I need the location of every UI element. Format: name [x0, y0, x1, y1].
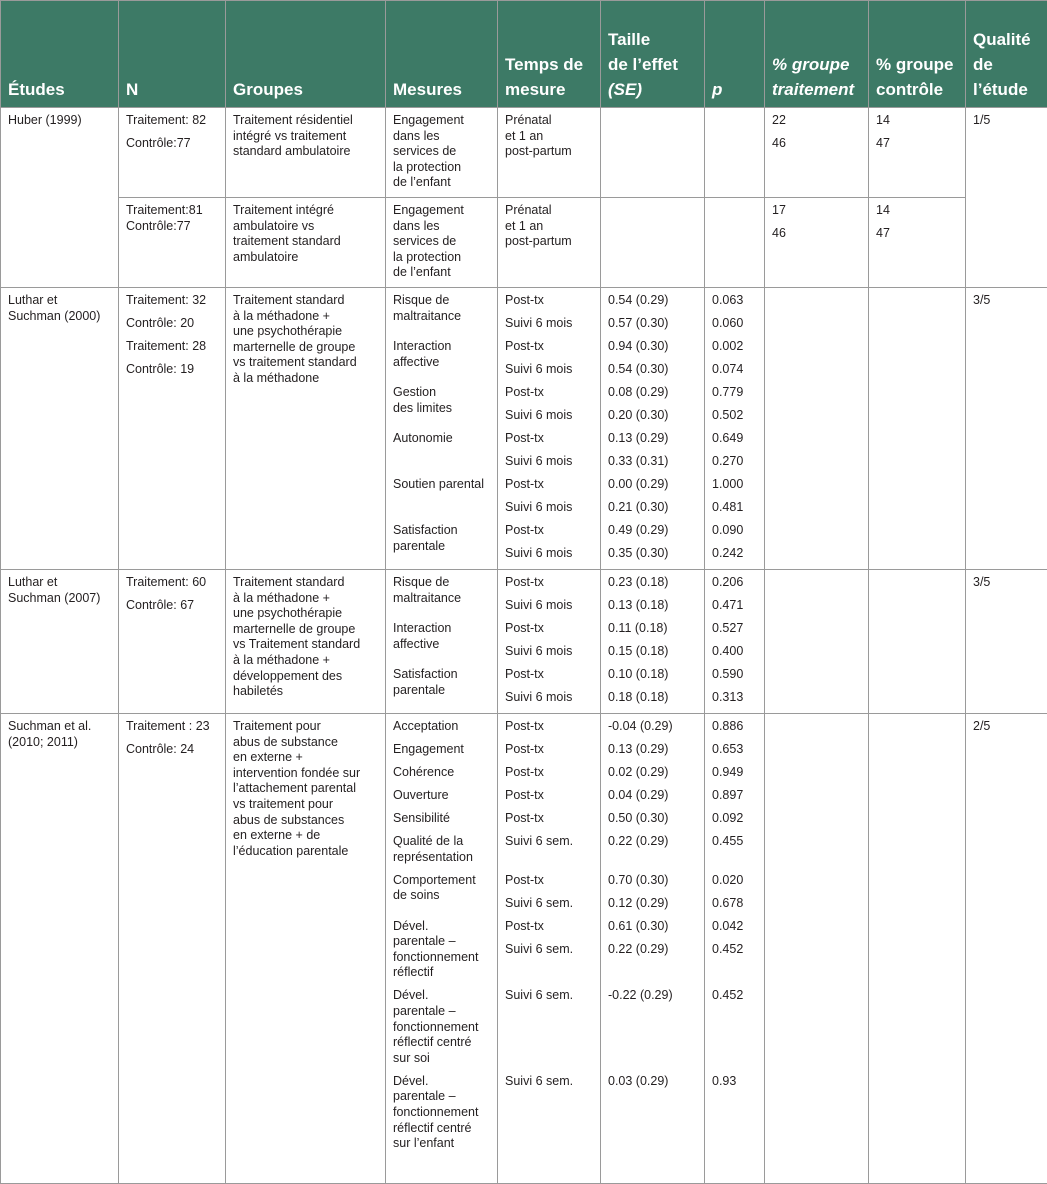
taille-value: 0.20 (0.30) — [608, 408, 698, 431]
header-taille: Taille de l’effet (SE) — [601, 1, 705, 108]
study-name: Luthar et — [8, 293, 114, 309]
taille-value: 0.49 (0.29) — [608, 523, 698, 546]
mesure-group — [393, 523, 491, 569]
mesures-cell — [386, 570, 498, 714]
p-value: 0.471 — [712, 598, 758, 621]
mesure-label: Satisfaction — [393, 523, 491, 539]
groupes-text: marternelle de groupe — [233, 622, 379, 638]
mesure-group — [393, 621, 491, 667]
n-value: Contrôle: 20 — [126, 316, 219, 332]
groupes-text: marternelle de groupe — [233, 340, 379, 356]
mesures-cell — [386, 288, 498, 570]
p-value: 0.527 — [712, 621, 758, 644]
n-cell — [119, 714, 226, 1184]
p-cell — [705, 570, 765, 714]
taille-value: 0.11 (0.18) — [608, 621, 698, 644]
taille-value: 0.22 (0.29) — [608, 834, 698, 873]
p-value: 0.400 — [712, 644, 758, 667]
mesures-cell — [386, 714, 498, 1184]
taille-value: 0.70 (0.30) — [608, 873, 698, 896]
mesures-cell — [386, 198, 498, 288]
temps-value: Post-tx — [505, 873, 594, 896]
header-temps: Temps de mesure — [498, 1, 601, 108]
pct-controle-value: 47 — [876, 136, 959, 152]
pct-controle-cell — [869, 198, 966, 288]
groupes-cell — [226, 714, 386, 1184]
mesure-label: réflectif centré — [393, 1121, 491, 1137]
n-value: Contrôle: 19 — [126, 362, 219, 378]
groupes-text: une psychothérapie — [233, 324, 379, 340]
mesure-label: fonctionnement — [393, 1105, 491, 1121]
temps-cell — [498, 570, 601, 714]
n-cell — [119, 288, 226, 570]
temps-value: Suivi 6 sem. — [505, 1074, 594, 1159]
temps-value: Suivi 6 mois — [505, 644, 594, 667]
qualite-cell — [966, 570, 1047, 714]
temps-value: Post-tx — [505, 919, 594, 942]
temps-value: Suivi 6 mois — [505, 690, 594, 713]
mesure-label: parentale – — [393, 934, 491, 950]
mesure-group — [393, 431, 491, 477]
mesure-group — [393, 1074, 491, 1159]
mesure-group — [393, 719, 491, 742]
pct-traitement-value: 17 — [772, 203, 862, 219]
study-name: Suchman (2000) — [8, 309, 114, 325]
qualite-value: 2/5 — [973, 719, 1041, 735]
mesure-label: services de — [393, 234, 491, 250]
groupes-text: Traitement standard — [233, 293, 379, 309]
taille-value: 0.02 (0.29) — [608, 765, 698, 788]
pct-controle-cell — [869, 288, 966, 570]
taille-value: 0.13 (0.29) — [608, 742, 698, 765]
n-value: Contrôle: 24 — [126, 742, 219, 758]
p-value: 0.455 — [712, 834, 758, 873]
n-value: Traitement: 82 — [126, 113, 219, 129]
mesure-label: parentale – — [393, 1089, 491, 1105]
taille-value: 0.13 (0.29) — [608, 431, 698, 454]
taille-value: 0.12 (0.29) — [608, 896, 698, 919]
groupes-cell — [226, 288, 386, 570]
p-value: 0.313 — [712, 690, 758, 713]
taille-value: 0.03 (0.29) — [608, 1074, 698, 1159]
temps-value: Post-tx — [505, 477, 594, 500]
mesure-label: affective — [393, 355, 491, 371]
temps-value: Suivi 6 mois — [505, 362, 594, 385]
mesure-label: représentation — [393, 850, 491, 866]
mesure-label: maltraitance — [393, 309, 491, 325]
mesure-group — [393, 477, 491, 523]
taille-value: 0.08 (0.29) — [608, 385, 698, 408]
header-qualite: Qualité de l’étude — [966, 1, 1047, 108]
mesure-label: la protection — [393, 250, 491, 266]
taille-value: 0.18 (0.18) — [608, 690, 698, 713]
p-value: 0.092 — [712, 811, 758, 834]
temps-cell — [498, 198, 601, 288]
table-row — [1, 570, 1047, 714]
groupes-text: Traitement intégré — [233, 203, 379, 219]
taille-value: 0.10 (0.18) — [608, 667, 698, 690]
header-p: p — [705, 1, 765, 108]
temps-value: et 1 an — [505, 219, 594, 235]
taille-value: 0.23 (0.18) — [608, 575, 698, 598]
p-value: 0.452 — [712, 988, 758, 1073]
groupes-text: à la méthadone + — [233, 309, 379, 325]
p-value: 0.653 — [712, 742, 758, 765]
header-row — [1, 1, 1047, 108]
temps-value: Post-tx — [505, 385, 594, 408]
n-cell — [119, 108, 226, 198]
temps-cell — [498, 288, 601, 570]
groupes-text: vs Traitement standard — [233, 637, 379, 653]
p-cell — [705, 714, 765, 1184]
p-value: 0.090 — [712, 523, 758, 546]
mesure-label: fonctionnement — [393, 950, 491, 966]
mesure-group — [393, 988, 491, 1073]
temps-value: Post-tx — [505, 811, 594, 834]
mesure-group — [393, 385, 491, 431]
mesure-label: Ouverture — [393, 788, 491, 804]
mesure-label: Engagement — [393, 742, 491, 758]
n-value: Traitement: 28 — [126, 339, 219, 355]
groupes-text: l’éducation parentale — [233, 844, 379, 860]
mesure-label: Engagement — [393, 203, 491, 219]
temps-value: Suivi 6 sem. — [505, 834, 594, 873]
temps-value: Post-tx — [505, 431, 594, 454]
temps-value: Post-tx — [505, 339, 594, 362]
taille-value: 0.50 (0.30) — [608, 811, 698, 834]
mesure-group — [393, 788, 491, 811]
temps-value: Post-tx — [505, 742, 594, 765]
groupes-cell — [226, 570, 386, 714]
mesure-label: parentale – — [393, 1004, 491, 1020]
p-value: 0.002 — [712, 339, 758, 362]
taille-cell — [601, 288, 705, 570]
temps-value: Post-tx — [505, 788, 594, 811]
taille-value: 0.00 (0.29) — [608, 477, 698, 500]
temps-value: Post-tx — [505, 765, 594, 788]
pct-traitement-cell — [765, 108, 869, 198]
temps-value: Suivi 6 sem. — [505, 988, 594, 1073]
taille-value: 0.61 (0.30) — [608, 919, 698, 942]
mesure-group — [393, 919, 491, 989]
p-value: 0.020 — [712, 873, 758, 896]
pct-controle-value: 14 — [876, 113, 959, 129]
header-etudes: Études — [1, 1, 119, 108]
taille-value: 0.94 (0.30) — [608, 339, 698, 362]
taille-value: -0.22 (0.29) — [608, 988, 698, 1073]
temps-value: Suivi 6 mois — [505, 546, 594, 569]
p-value: 0.270 — [712, 454, 758, 477]
p-value: 1.000 — [712, 477, 758, 500]
temps-value: Post-tx — [505, 293, 594, 316]
mesure-label: Autonomie — [393, 431, 491, 447]
study-name: Huber (1999) — [8, 113, 114, 129]
mesure-label: services de — [393, 144, 491, 160]
n-cell — [119, 198, 226, 288]
p-value: 0.074 — [712, 362, 758, 385]
groupes-text: à la méthadone + — [233, 653, 379, 669]
pct-traitement-value: 46 — [772, 136, 862, 152]
mesure-label: dans les — [393, 129, 491, 145]
p-value: 0.042 — [712, 919, 758, 942]
mesure-group — [393, 575, 491, 621]
p-value: 0.93 — [712, 1074, 758, 1159]
header-mesures: Mesures — [386, 1, 498, 108]
mesure-label: Gestion — [393, 385, 491, 401]
qualite-cell — [966, 108, 1047, 288]
taille-value: 0.04 (0.29) — [608, 788, 698, 811]
study-name: (2010; 2011) — [8, 735, 114, 751]
header-n: N — [119, 1, 226, 108]
p-value: 0.949 — [712, 765, 758, 788]
taille-value: 0.22 (0.29) — [608, 942, 698, 989]
study-name: Suchman (2007) — [8, 591, 114, 607]
pct-controle-cell — [869, 714, 966, 1184]
taille-cell — [601, 108, 705, 198]
groupes-text: standard ambulatoire — [233, 144, 379, 160]
groupes-text: ambulatoire — [233, 250, 379, 266]
qualite-value: 3/5 — [973, 575, 1041, 591]
mesure-label: Risque de — [393, 293, 491, 309]
mesure-label: Interaction — [393, 339, 491, 355]
groupes-text: ambulatoire vs — [233, 219, 379, 235]
mesure-label: de soins — [393, 888, 491, 904]
table-row — [1, 288, 1047, 570]
pct-traitement-cell — [765, 288, 869, 570]
mesure-group — [393, 811, 491, 834]
mesure-label: Acceptation — [393, 719, 491, 735]
n-value: Contrôle: 67 — [126, 598, 219, 614]
mesure-label: affective — [393, 637, 491, 653]
groupes-text: abus de substance — [233, 735, 379, 751]
temps-value: Suivi 6 mois — [505, 454, 594, 477]
pct-controle-value: 14 — [876, 203, 959, 219]
temps-value: post-partum — [505, 144, 594, 160]
mesure-label: Risque de — [393, 575, 491, 591]
temps-value: Post-tx — [505, 575, 594, 598]
mesure-label: Comportement — [393, 873, 491, 889]
groupes-text: en externe + — [233, 750, 379, 766]
n-cell — [119, 570, 226, 714]
mesure-label: Cohérence — [393, 765, 491, 781]
temps-value: Suivi 6 mois — [505, 598, 594, 621]
groupes-text: abus de substances — [233, 813, 379, 829]
mesure-label: Dével. — [393, 919, 491, 935]
taille-cell — [601, 198, 705, 288]
n-value: Traitement: 60 — [126, 575, 219, 591]
groupes-text: Traitement pour — [233, 719, 379, 735]
study-name: Suchman et al. — [8, 719, 114, 735]
mesure-label: parentale — [393, 683, 491, 699]
header-pct-controle: % groupe contrôle — [869, 1, 966, 108]
temps-value: Prénatal — [505, 113, 594, 129]
groupes-text: traitement standard — [233, 234, 379, 250]
taille-value: 0.15 (0.18) — [608, 644, 698, 667]
temps-value: post-partum — [505, 234, 594, 250]
mesure-group — [393, 873, 491, 919]
n-value: Traitement : 23 — [126, 719, 219, 735]
p-value: 0.779 — [712, 385, 758, 408]
p-value: 0.060 — [712, 316, 758, 339]
qualite-cell — [966, 288, 1047, 570]
pct-traitement-cell — [765, 714, 869, 1184]
p-value: 0.452 — [712, 942, 758, 989]
study-name: Luthar et — [8, 575, 114, 591]
p-value: 0.206 — [712, 575, 758, 598]
taille-cell — [601, 570, 705, 714]
pct-controle-cell — [869, 570, 966, 714]
p-value: 0.886 — [712, 719, 758, 742]
groupes-text: à la méthadone — [233, 371, 379, 387]
temps-value: Prénatal — [505, 203, 594, 219]
mesure-label: des limites — [393, 401, 491, 417]
mesure-label: Sensibilité — [393, 811, 491, 827]
mesure-group — [393, 667, 491, 713]
study-name-cell — [1, 570, 119, 714]
p-cell — [705, 198, 765, 288]
groupes-text: intégré vs traitement — [233, 129, 379, 145]
groupes-text: développement des — [233, 669, 379, 685]
study-name-cell — [1, 288, 119, 570]
taille-value: 0.13 (0.18) — [608, 598, 698, 621]
mesure-label: Soutien parental — [393, 477, 491, 493]
p-value: 0.649 — [712, 431, 758, 454]
mesure-label: la protection — [393, 160, 491, 176]
mesure-label: sur soi — [393, 1051, 491, 1067]
groupes-text: une psychothérapie — [233, 606, 379, 622]
mesure-group — [393, 765, 491, 788]
groupes-text: intervention fondée sur — [233, 766, 379, 782]
n-value: Contrôle:77 — [126, 219, 219, 235]
mesure-label: de l’enfant — [393, 175, 491, 191]
n-value: Traitement: 32 — [126, 293, 219, 309]
study-name-cell — [1, 108, 119, 288]
pct-controle-cell — [869, 108, 966, 198]
p-value: 0.897 — [712, 788, 758, 811]
mesure-label: Satisfaction — [393, 667, 491, 683]
groupes-text: vs traitement standard — [233, 355, 379, 371]
mesure-label: Interaction — [393, 621, 491, 637]
p-value: 0.481 — [712, 500, 758, 523]
mesure-label: Engagement — [393, 113, 491, 129]
taille-value: -0.04 (0.29) — [608, 719, 698, 742]
mesure-label: sur l’enfant — [393, 1136, 491, 1152]
mesures-cell — [386, 108, 498, 198]
pct-traitement-cell — [765, 570, 869, 714]
temps-value: Suivi 6 mois — [505, 316, 594, 339]
qualite-value: 3/5 — [973, 293, 1041, 309]
pct-traitement-value: 46 — [772, 226, 862, 242]
groupes-text: l’attachement parental — [233, 781, 379, 797]
header-groupes: Groupes — [226, 1, 386, 108]
mesure-label: maltraitance — [393, 591, 491, 607]
temps-value: Suivi 6 mois — [505, 500, 594, 523]
temps-value: et 1 an — [505, 129, 594, 145]
mesure-group — [393, 339, 491, 385]
taille-value: 0.33 (0.31) — [608, 454, 698, 477]
temps-value: Suivi 6 sem. — [505, 942, 594, 989]
temps-value: Post-tx — [505, 667, 594, 690]
pct-controle-value: 47 — [876, 226, 959, 242]
p-value: 0.502 — [712, 408, 758, 431]
taille-cell — [601, 714, 705, 1184]
pct-traitement-value: 22 — [772, 113, 862, 129]
table-row — [1, 198, 1047, 288]
taille-value: 0.57 (0.30) — [608, 316, 698, 339]
taille-value: 0.21 (0.30) — [608, 500, 698, 523]
n-value: Traitement:81 — [126, 203, 219, 219]
mesure-label: réflectif — [393, 965, 491, 981]
groupes-text: habiletés — [233, 684, 379, 700]
groupes-cell — [226, 198, 386, 288]
mesure-label: dans les — [393, 219, 491, 235]
temps-value: Post-tx — [505, 523, 594, 546]
temps-cell — [498, 714, 601, 1184]
mesure-label: Dével. — [393, 1074, 491, 1090]
mesure-label: Dével. — [393, 988, 491, 1004]
mesure-label: réflectif centré — [393, 1035, 491, 1051]
mesure-label: parentale — [393, 539, 491, 555]
temps-value: Suivi 6 mois — [505, 408, 594, 431]
taille-value: 0.35 (0.30) — [608, 546, 698, 569]
p-cell — [705, 288, 765, 570]
n-value: Contrôle:77 — [126, 136, 219, 152]
table-row — [1, 108, 1047, 198]
temps-value: Suivi 6 sem. — [505, 896, 594, 919]
taille-value: 0.54 (0.30) — [608, 362, 698, 385]
mesure-label: Qualité de la — [393, 834, 491, 850]
temps-value: Post-tx — [505, 621, 594, 644]
p-value: 0.590 — [712, 667, 758, 690]
temps-cell — [498, 108, 601, 198]
mesure-group — [393, 742, 491, 765]
taille-value: 0.54 (0.29) — [608, 293, 698, 316]
groupes-cell — [226, 108, 386, 198]
mesure-group — [393, 834, 491, 873]
pct-traitement-cell — [765, 198, 869, 288]
mesure-label: de l’enfant — [393, 265, 491, 281]
groupes-text: à la méthadone + — [233, 591, 379, 607]
mesure-label: fonctionnement — [393, 1020, 491, 1036]
p-value: 0.242 — [712, 546, 758, 569]
p-value: 0.063 — [712, 293, 758, 316]
groupes-text: Traitement résidentiel — [233, 113, 379, 129]
temps-value: Post-tx — [505, 719, 594, 742]
groupes-text: vs traitement pour — [233, 797, 379, 813]
study-name-cell — [1, 714, 119, 1184]
header-pct-traitement: % groupe traitement — [765, 1, 869, 108]
groupes-text: en externe + de — [233, 828, 379, 844]
p-value: 0.678 — [712, 896, 758, 919]
qualite-value: 1/5 — [973, 113, 1041, 129]
qualite-cell — [966, 714, 1047, 1184]
groupes-text: Traitement standard — [233, 575, 379, 591]
p-cell — [705, 108, 765, 198]
table-row — [1, 714, 1047, 1184]
mesure-group — [393, 293, 491, 339]
